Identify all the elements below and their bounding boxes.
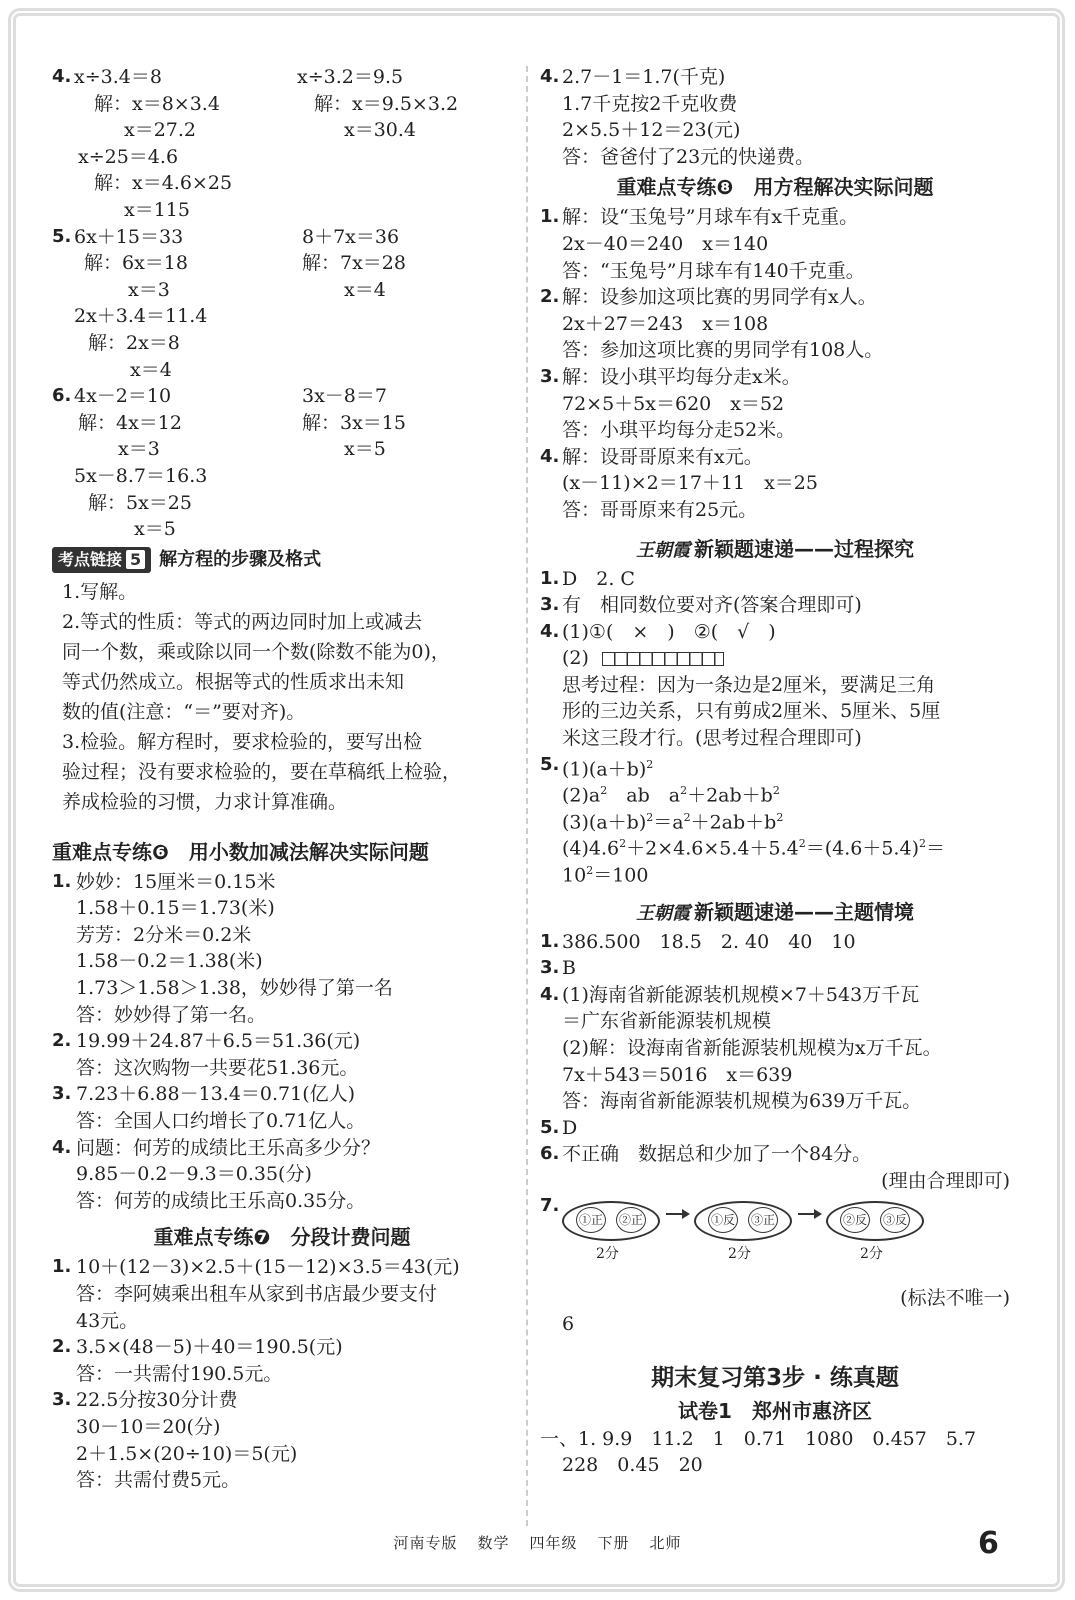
answer-text: 2×5.5＋12＝23(元)	[562, 119, 741, 142]
equation-line	[52, 224, 512, 251]
item-number: 5.	[540, 1116, 560, 1138]
guocheng-answers	[540, 566, 1010, 885]
answer-text: $(2)a^2$ ab $a^2+2ab+b^2$	[562, 784, 780, 807]
item-number: 4.	[52, 1136, 72, 1158]
right-top-answers	[540, 64, 1010, 170]
equation-text: 解：x＝8×3.4	[94, 92, 220, 115]
answer-text: 2x－40＝240 x＝140	[562, 232, 769, 255]
equation-line	[52, 410, 512, 437]
answer-text: (1)①( × ) ②( √ )	[562, 620, 776, 643]
answer-line	[52, 922, 512, 949]
equation-text: 解：3x＝15	[302, 411, 406, 434]
equation-text: x÷3.4＝8	[74, 66, 162, 88]
answer-text: $(3)(a+b)^2=a^2+2ab+b^2$	[562, 810, 784, 834]
sec7-answers	[52, 1254, 512, 1493]
answer-text: 芳芳：2分米＝0.2米	[76, 923, 252, 946]
equation-text: x＝3	[118, 438, 160, 461]
answer-text: 1.58＋0.15＝1.73(米)	[76, 897, 275, 920]
test-line: 一、1. 9.9 11.2 1 0.71 1080 0.457 5.7	[540, 1427, 977, 1450]
answer-line	[540, 929, 1010, 956]
answer-text: 1.7千克按2千克收费	[562, 92, 738, 115]
answer-line	[52, 1055, 512, 1082]
answer-line	[540, 1008, 1010, 1035]
answer-text: 有 相同数位要对齐(答案合理即可)	[562, 594, 862, 617]
coin: ③反	[880, 1207, 910, 1233]
equation-text: x＝4	[344, 278, 386, 301]
item-number: 4.	[52, 66, 72, 87]
item-number: 3.	[52, 1083, 72, 1105]
answer-line	[52, 869, 512, 896]
equation-answers	[52, 64, 512, 543]
item-number: 3.	[52, 1389, 72, 1411]
answer-line	[540, 698, 1010, 725]
answer-text: 答：一共需付190.5元。	[76, 1362, 283, 1385]
kaodian-line: 等式仍然成立。根据等式的性质求出未知	[62, 670, 405, 693]
brand-logo: 王朝霞	[636, 902, 690, 924]
answer-line	[52, 1081, 512, 1108]
answer-line	[52, 1467, 512, 1494]
footer-item: 北师	[649, 1534, 682, 1552]
answer-text: 妙妙：15厘米＝0.15米	[76, 870, 276, 893]
item-number: 1.	[540, 567, 560, 589]
equation-line	[52, 303, 512, 330]
answer-text: (1)海南省新能源装机规模×7＋543万千瓦	[562, 983, 920, 1006]
equation-text: 2x＋3.4＝11.4	[74, 305, 208, 328]
sec8-title: 重难点专练❽ 用方程解决实际问题	[616, 175, 934, 200]
answer-text: 答：海南省新能源装机规模为639万千瓦。	[562, 1090, 922, 1113]
answer-text: 米这三段才行。(思考过程合理即可)	[562, 727, 862, 750]
answer-line	[540, 91, 1010, 118]
brand-logo: 王朝霞	[636, 539, 690, 561]
answer-text: 不正确 数据总和少加了一个84分。	[562, 1143, 872, 1166]
answer-line	[540, 1035, 1010, 1062]
answer-line	[52, 1441, 512, 1468]
answer-text: 2.7－1＝1.7(千克)	[562, 66, 726, 88]
answer-line	[540, 497, 1010, 524]
answer-line	[52, 1361, 512, 1388]
answer-text: 答：共需付费5元。	[76, 1469, 241, 1492]
answer-text: ＝广东省新能源装机规模	[562, 1010, 772, 1033]
answer-text: 答：哥哥原来有25元。	[562, 498, 758, 521]
time-label: 2分	[860, 1245, 883, 1262]
equation-text: x＝4	[130, 358, 172, 381]
zhuti-title: 王朝霞 新颖题速递——主题情境	[636, 899, 914, 924]
answer-text: 1.73＞1.58＞1.38，妙妙得了第一名	[76, 977, 393, 1000]
answer-text: 答：何芳的成绩比王乐高0.35分。	[76, 1189, 366, 1212]
arrow	[666, 1213, 688, 1215]
kaodian-line: 验过程；没有要求检验的，要在草稿纸上检验，	[62, 760, 462, 783]
coin-diagram: 7. ①正 ②正 2分 ①反 ③正 2分 ②反 ③反 2分	[540, 1195, 1010, 1285]
sec6-answers	[52, 869, 512, 1215]
coin-group	[562, 1201, 660, 1241]
arrow	[798, 1213, 820, 1215]
answer-line	[52, 1028, 512, 1055]
answer-text: 10＋(12－3)×2.5＋(15－12)×3.5＝43(元)	[76, 1256, 460, 1279]
equation-line	[52, 330, 512, 357]
answer-text: 答：“玉兔号”月球车有140千克重。	[562, 259, 865, 282]
equation-line	[52, 357, 512, 384]
answer-text: 答：参加这项比赛的男同学有108人。	[562, 339, 884, 362]
kaodian-line: 2.等式的性质：等式的两边同时加上或减去	[62, 610, 423, 633]
kaodian-line: 3.检验。解方程时，要求检验的，要写出检	[62, 730, 423, 753]
equation-line	[52, 463, 512, 490]
answer-text: 思考过程：因为一条边是2厘米，要满足三角	[562, 673, 936, 696]
answer-line	[540, 805, 1010, 832]
answer-line	[540, 982, 1010, 1009]
answer-text: 1.58－0.2＝1.38(米)	[76, 950, 263, 973]
item-number: 3.	[540, 594, 560, 616]
answer-text: 答：小琪平均每分走52米。	[562, 419, 796, 442]
test-line: 228 0.45 20	[562, 1454, 703, 1477]
equation-text: x＝3	[128, 278, 170, 301]
equation-text: 6x＋15＝33	[74, 225, 184, 248]
coin-group	[694, 1201, 792, 1241]
answer-text: (x－11)×2＝17＋11 x＝25	[562, 472, 818, 495]
equation-text: 4x－2＝10	[74, 385, 172, 408]
item-number: 1.	[52, 1256, 72, 1278]
answer-line	[52, 1002, 512, 1029]
answer-line	[540, 311, 1010, 338]
answer-text: 答：李阿姨乘出租车从家到书店最少要支付	[76, 1283, 438, 1305]
method-note: (标法不唯一)	[900, 1286, 1010, 1309]
answer-line	[540, 1062, 1010, 1089]
answer-line	[540, 566, 1010, 593]
kaodian-content	[52, 577, 512, 817]
equation-text: 解：x＝4.6×25	[94, 172, 233, 195]
equation-text: 解：5x＝25	[88, 491, 192, 514]
item-number: 4.	[540, 66, 560, 87]
answer-text: 30－10＝20(分)	[76, 1415, 221, 1438]
answer-text: B	[562, 957, 576, 980]
answer-line	[540, 672, 1010, 699]
test-answers	[540, 1426, 1010, 1479]
column-divider	[526, 66, 528, 1526]
answer-text: 19.99＋24.87＋6.5＝51.36(元)	[76, 1030, 361, 1053]
right-column	[540, 64, 1010, 1479]
answer-line	[540, 284, 1010, 311]
answer-line	[540, 1115, 1010, 1142]
answer-line	[540, 391, 1010, 418]
answer-line	[52, 1281, 512, 1308]
item-number: 6.	[52, 385, 72, 407]
answer-text: 7.23＋6.88－13.4＝0.71(亿人)	[76, 1083, 356, 1106]
equation-line	[52, 383, 512, 410]
kaodian-title: 解方程的步骤及格式	[159, 548, 322, 570]
answer-text: 问题：何芳的成绩比王乐高多少分？	[76, 1136, 381, 1159]
coin-group	[826, 1201, 924, 1241]
equation-text: 解：6x＝18	[84, 252, 188, 275]
answer-text: 22.5分按30分计费	[76, 1389, 238, 1412]
answer-text: 3.5×(48－5)＋40＝190.5(元)	[76, 1336, 343, 1359]
answer-six: 6	[562, 1313, 575, 1336]
answer-line	[52, 1254, 512, 1281]
answer-line	[540, 858, 1010, 885]
answer-line	[540, 417, 1010, 444]
answer-line	[540, 470, 1010, 497]
answer-text: 答：妙妙得了第一名。	[76, 1003, 267, 1026]
answer-line	[540, 592, 1010, 619]
answer-text: 答：爸爸付了23元的快递费。	[562, 145, 815, 168]
answer-line	[52, 1308, 512, 1335]
answer-text: 2＋1.5×(20÷10)＝5(元)	[76, 1442, 298, 1465]
equation-line	[52, 277, 512, 304]
guocheng-title: 王朝霞 新颖题速递——过程探究	[636, 536, 914, 561]
answer-text: (2)	[562, 647, 589, 670]
item-number: 1.	[540, 930, 560, 952]
equation-line	[52, 91, 512, 118]
answer-text: $(4)4.6^2+2\times 4.6\times 5.4+5.4^2=(4.6+5.4)^2=$	[562, 837, 945, 860]
ruler-graphic	[602, 652, 724, 666]
equation-text: x＝5	[344, 438, 386, 461]
answer-text: 解：设哥哥原来有x元。	[562, 445, 763, 468]
item-number: 4.	[540, 983, 560, 1005]
answer-line	[540, 444, 1010, 471]
zhuti-answers	[540, 929, 1010, 1168]
answer-line	[52, 895, 512, 922]
answer-text: 72×5＋5x＝620 x＝52	[562, 392, 785, 415]
equation-text: 解：7x＝28	[302, 252, 406, 275]
answer-line	[540, 645, 1010, 672]
answer-text: 解：设参加这项比赛的男同学有x人。	[562, 286, 877, 309]
answer-line	[540, 117, 1010, 144]
answer-text: 解：设小琪平均每分走x米。	[562, 365, 801, 388]
reason-note: (理由合理即可)	[881, 1169, 1010, 1192]
answer-line	[540, 337, 1010, 364]
equation-text: x÷25＝4.6	[78, 145, 179, 168]
answer-text: 43元。	[76, 1309, 139, 1332]
item-number: 2.	[52, 1336, 72, 1358]
page-number: 6	[978, 1526, 999, 1561]
answer-line	[52, 1414, 512, 1441]
answer-line	[540, 1088, 1010, 1115]
answer-line	[52, 1161, 512, 1188]
equation-line	[52, 436, 512, 463]
answer-text: 386.500 18.5 2. 40 40 10	[562, 930, 856, 953]
answer-line	[52, 1387, 512, 1414]
answer-line	[52, 1188, 512, 1215]
kaodian-line: 同一个数，乘或除以同一个数(除数不能为0)，	[62, 640, 450, 663]
answer-line	[52, 975, 512, 1002]
item-number: 4.	[540, 620, 560, 642]
answer-text: $(1)(a+b)^2$	[562, 757, 654, 780]
item-number: 5.	[52, 225, 72, 247]
answer-line	[52, 1135, 512, 1162]
time-label: 2分	[596, 1245, 619, 1262]
item-number: 2.	[52, 1030, 72, 1052]
equation-text: 8＋7x＝36	[302, 225, 400, 248]
equation-line	[52, 144, 512, 171]
equation-line	[52, 250, 512, 277]
equation-text: 解：4x＝12	[78, 411, 182, 434]
left-column	[52, 64, 512, 1494]
answer-line	[540, 64, 1010, 91]
answer-line	[540, 619, 1010, 646]
item-number: 1.	[540, 206, 560, 228]
coin: ②反	[840, 1207, 870, 1233]
equation-text: x＝5	[134, 518, 176, 541]
time-label: 2分	[728, 1245, 751, 1262]
answer-line	[540, 752, 1010, 779]
coin: ①反	[708, 1207, 738, 1233]
answer-line	[540, 364, 1010, 391]
item-number: 6.	[540, 1143, 560, 1165]
answer-text: (2)解：设海南省新能源装机规模为x万千瓦。	[562, 1037, 942, 1059]
answer-line	[540, 204, 1010, 231]
answer-line	[540, 144, 1010, 171]
answer-line	[52, 1108, 512, 1135]
equation-line	[52, 490, 512, 517]
equation-text: x÷3.2＝9.5	[297, 66, 404, 88]
equation-line	[52, 197, 512, 224]
equation-line	[52, 170, 512, 197]
footer-item: 下册	[597, 1534, 630, 1552]
equation-text: 5x－8.7＝16.3	[74, 464, 208, 487]
equation-text: x＝30.4	[344, 119, 417, 142]
item-number: 3.	[540, 957, 560, 979]
answer-text: 7x＋543＝5016 x＝639	[562, 1063, 793, 1086]
coin: ①正	[576, 1207, 606, 1233]
answer-line	[540, 1141, 1010, 1168]
answer-text: 9.85－0.2－9.3＝0.35(分)	[76, 1163, 312, 1186]
sec7-title: 重难点专练❼ 分段计费问题	[153, 1225, 411, 1250]
sec6-title: 重难点专练❻ 用小数加减法解决实际问题	[52, 839, 429, 864]
answer-line	[52, 948, 512, 975]
coin: ③正	[748, 1207, 778, 1233]
item-number: 5.	[540, 753, 560, 775]
answer-text: 答：全国人口约增长了0.71亿人。	[76, 1110, 366, 1133]
item-number: 1.	[52, 870, 72, 892]
answer-line	[540, 955, 1010, 982]
item-number: 2.	[540, 286, 560, 308]
sec8-answers	[540, 204, 1010, 523]
final-review-title: 期末复习第3步 · 练真题	[651, 1364, 899, 1391]
answer-line	[540, 231, 1010, 258]
coin: ②正	[616, 1207, 646, 1233]
kaodian-line: 养成检验的习惯，力求计算准确。	[62, 790, 348, 813]
footer	[0, 1532, 1075, 1553]
answer-text: 答：这次购物一共要花51.36元。	[76, 1056, 359, 1079]
item-number: 4.	[540, 445, 560, 467]
answer-text: D	[562, 1116, 578, 1139]
equation-line	[52, 117, 512, 144]
answer-text: D 2. C	[562, 567, 635, 590]
equation-line	[52, 64, 512, 91]
footer-item: 河南专版	[393, 1534, 458, 1552]
item-number: 3.	[540, 365, 560, 387]
answer-text: $10^2=100$	[562, 864, 649, 887]
equation-text: 解：x＝9.5×3.2	[314, 92, 459, 115]
answer-text: 解：设“玉兔号”月球车有x千克重。	[562, 206, 859, 229]
equation-text: x＝27.2	[124, 119, 197, 142]
kaodian-badge: 考点链接 5	[52, 547, 151, 573]
answer-text: 2x＋27＝243 x＝108	[562, 312, 769, 335]
answer-line	[540, 725, 1010, 752]
answer-text: 形的三边关系，只有剪成2厘米、5厘米、5厘	[562, 700, 941, 723]
answer-line	[540, 778, 1010, 805]
equation-line	[52, 516, 512, 543]
kaodian-header	[52, 543, 512, 577]
answer-line	[540, 258, 1010, 285]
kaodian-line: 1.写解。	[62, 580, 138, 603]
test-title: 试卷1 郑州市惠济区	[678, 1398, 872, 1423]
equation-text: 解：2x＝8	[88, 331, 180, 354]
equation-text: x＝115	[124, 198, 190, 221]
kaodian-line: 数的值(注意：“＝”要对齐)。	[62, 700, 306, 723]
footer-item: 数学	[477, 1534, 510, 1552]
answer-line	[540, 831, 1010, 858]
equation-text: 3x－8＝7	[302, 385, 387, 408]
footer-item: 四年级	[529, 1534, 578, 1552]
answer-line	[52, 1334, 512, 1361]
